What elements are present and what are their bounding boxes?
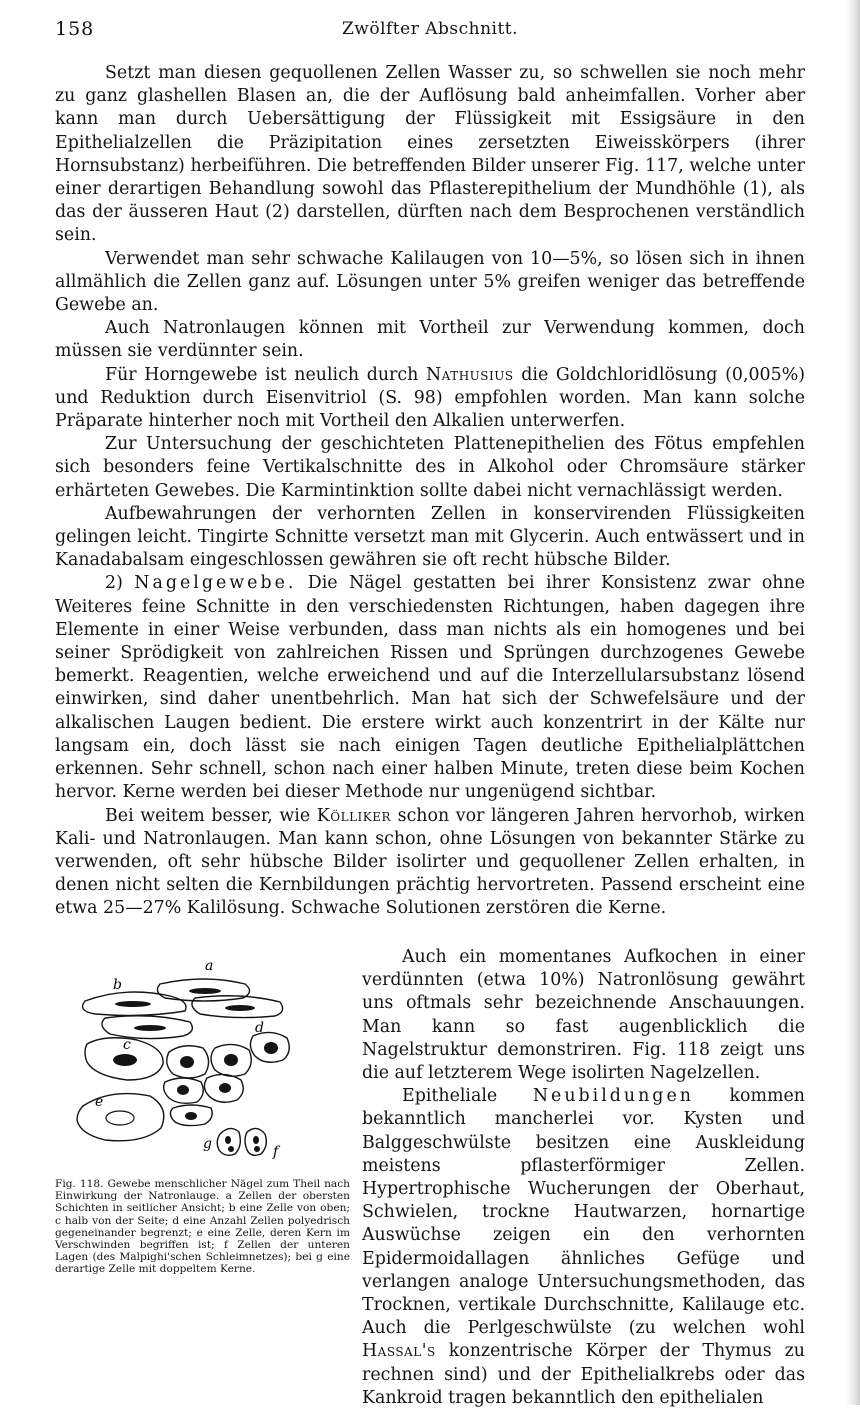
figure-label-a: a <box>205 958 214 974</box>
author-name: Nathusius <box>425 364 514 385</box>
figure-label-g: g <box>203 1136 212 1152</box>
figure-label-d: d <box>255 1020 264 1036</box>
text-run: Die Nägel gestatten bei ihrer Konsistenz zwar ohne Weiteres feine Schnitte in den verschiedensten Richtungen, haben dagegen ihre Elemente in einer Weise verbunden, dass man nichts als ein homogenes und bei seiner Sprödigkeit von zahlreichen Rissen und Sprüngen durchzogenes Gewebe bemerkt. Reagentien, welche erweichend und auf die Interzellularsubstanz lösend einwirken, sind daher unentbehrlich. Man hat sich der Schwefelsäure und der alkalischen Laugen bedient. Die erstere wirkt auch konzentrirt in der Kälte nur langsam ein, doch lässt sie nach einigen Tagen deutliche Epithelialplättchen erkennen. Sehr schnell, schon nach einer halben Minute, treten diese beim Kochen hervor. Kerne werden bei dieser Methode nur ungenügend sichtbar. <box>55 573 805 803</box>
main-text <box>55 62 805 921</box>
section-heading-spaced: Neubildungen <box>532 1086 694 1107</box>
text-run: die Goldchloridlösung (0,005%) und Reduktion durch Eisenvitriol (S. 98) empfohlen worden. Man kann solche Präparate hinterher noch mit Vortheil den Alkalien unterwerfen. <box>55 364 805 432</box>
figure-label-c: c <box>123 1037 131 1053</box>
paragraph: Setzt man diesen gequollenen Zellen Wasser zu, so schwellen sie noch mehr zu ganz glashellen Blasen an, die der Auflösung bald anheimfallen. Vorher aber kann man durch Uebersättigung der Flüssigkeit mit Essigsäure in den Epithelialzellen die Präzipitation eines zersetzten Eiweisskörpers (ihrer Hornsubstanz) herbeiführen. Die betreffenden Bilder unserer Fig. 117, welche unter einer derartigen Behandlung sowohl das Pflasterepithelium der Mundhöhle (1), als das der äusseren Haut (2) darstellen, dürften nach dem Besprochenen verständlich sein. <box>55 63 805 246</box>
paragraph <box>55 572 805 804</box>
paragraph: Verwendet man sehr schwache Kalilaugen von 10—5%, so lösen sich in ihnen allmählich die Zellen ganz auf. Lösungen unter 5% greifen weniger das betreffende Gewebe an. <box>55 248 805 316</box>
page-header <box>55 18 805 44</box>
text-run: Bei weitem besser, wie <box>105 805 317 826</box>
running-head: Zwölfter Abschnitt. <box>341 19 519 39</box>
author-name: Hassal's <box>362 1341 436 1362</box>
figure-caption: Fig. 118. Gewebe menschlicher Nägel zum Theil nach Einwirkung der Natronlauge. a Zellen der obersten Schichten in seitlicher Ansicht; b eine Zelle von oben; c halb von der Seite; d eine Anzahl Zellen polyedrisch gegeneinander begrenzt; e eine Zelle, deren Kern im Verschwinden begriffen ist; f Zellen der unteren Lagen (des Malpighi'schen Schleimnetzes); bei g eine derartige Zelle mit doppeltem Kerne. <box>55 1178 350 1276</box>
figure-label-b: b <box>113 977 122 993</box>
text-run: kommen bekanntlich mancherlei vor. Kysten und Balggeschwülste besitzen eine Auskleidung meistens pflasterförmiger Zellen. Hypertrophische Wucherungen der Oberhaut, Schwielen, trockne Hautwarzen, hornartige Auswüchse zeigen ein den verhornten Epidermoidallagen ähnliches Gefüge und verlangen analoge Untersuchungsmethoden, das Trocknen, vertikale Durchschnitte, Kalilauge etc. Auch die Perlgeschwülste (zu welchen wohl <box>362 1086 806 1339</box>
text-run: konzentrische Körper der Thymus zu rechnen sind) und der Epithelialkrebs oder das Kankroid tragen bekanntlich den epithelialen <box>362 1341 805 1408</box>
figure-label-e: e <box>95 1094 104 1110</box>
section-heading-spaced: Nagelgewebe. <box>134 573 297 594</box>
page-edge-shadow <box>846 0 860 1405</box>
paragraph: Auch ein momentanes Aufkochen in einer verdünnten (etwa 10%) Natronlösung gewährt uns oftmals sehr bezeichnende Anschauungen. Man kann so fast augenblicklich die Nagelstruktur demonstriren. Fig. 118 zeigt uns die auf letzterem Wege isolirten Nagelzellen. <box>362 947 805 1084</box>
figure-label-f: f <box>273 1144 279 1160</box>
figure-118 <box>55 948 350 1348</box>
paragraph: Zur Untersuchung der geschichteten Plattenepithelien des Fötus empfehlen sich besonders feine Vertikalschnitte des in Alkohol oder Chromsäure stärker erhärteten Gewebes. Die Karmintinktion sollte dabei nicht vernachlässigt werden. <box>55 434 805 501</box>
paragraph <box>362 1085 805 1410</box>
paragraph <box>55 805 805 921</box>
paragraph: Auch Natronlaugen können mit Vortheil zur Verwendung kommen, doch müssen sie verdünnter sein. <box>55 318 805 362</box>
nail-cells-illustration <box>65 956 340 1171</box>
text-run: Für Horngewebe ist neulich durch <box>105 364 426 385</box>
wrapped-text <box>362 946 805 1410</box>
paragraph <box>55 364 805 434</box>
page-number: 158 <box>55 18 95 40</box>
text-run: Epitheliale <box>402 1086 533 1107</box>
author-name: Kölliker <box>316 805 392 826</box>
text-run: schon vor längeren Jahren hervorhob, wirken Kali- und Natronlaugen. Man kann schon, ohne Lösungen von bekannter Stärke zu verwenden, oft sehr hübsche Bilder isolirter und gequollener Zellen erhalten, in denen nicht selten die Kernbildungen prächtig hervortreten. Passend erscheint eine etwa 25—27% Kalilösung. Schwache Solutionen zerstören die Kerne. <box>55 805 805 919</box>
paragraph: Aufbewahrungen der verhornten Zellen in konservirenden Flüssigkeiten gelingen leicht. Tingirte Schnitte versetzt man mit Glycerin. Auch entwässert und in Kanadabalsam eingeschlossen gewähren sie oft recht hübsche Bilder. <box>55 503 805 571</box>
text-run: 2) <box>105 573 135 594</box>
